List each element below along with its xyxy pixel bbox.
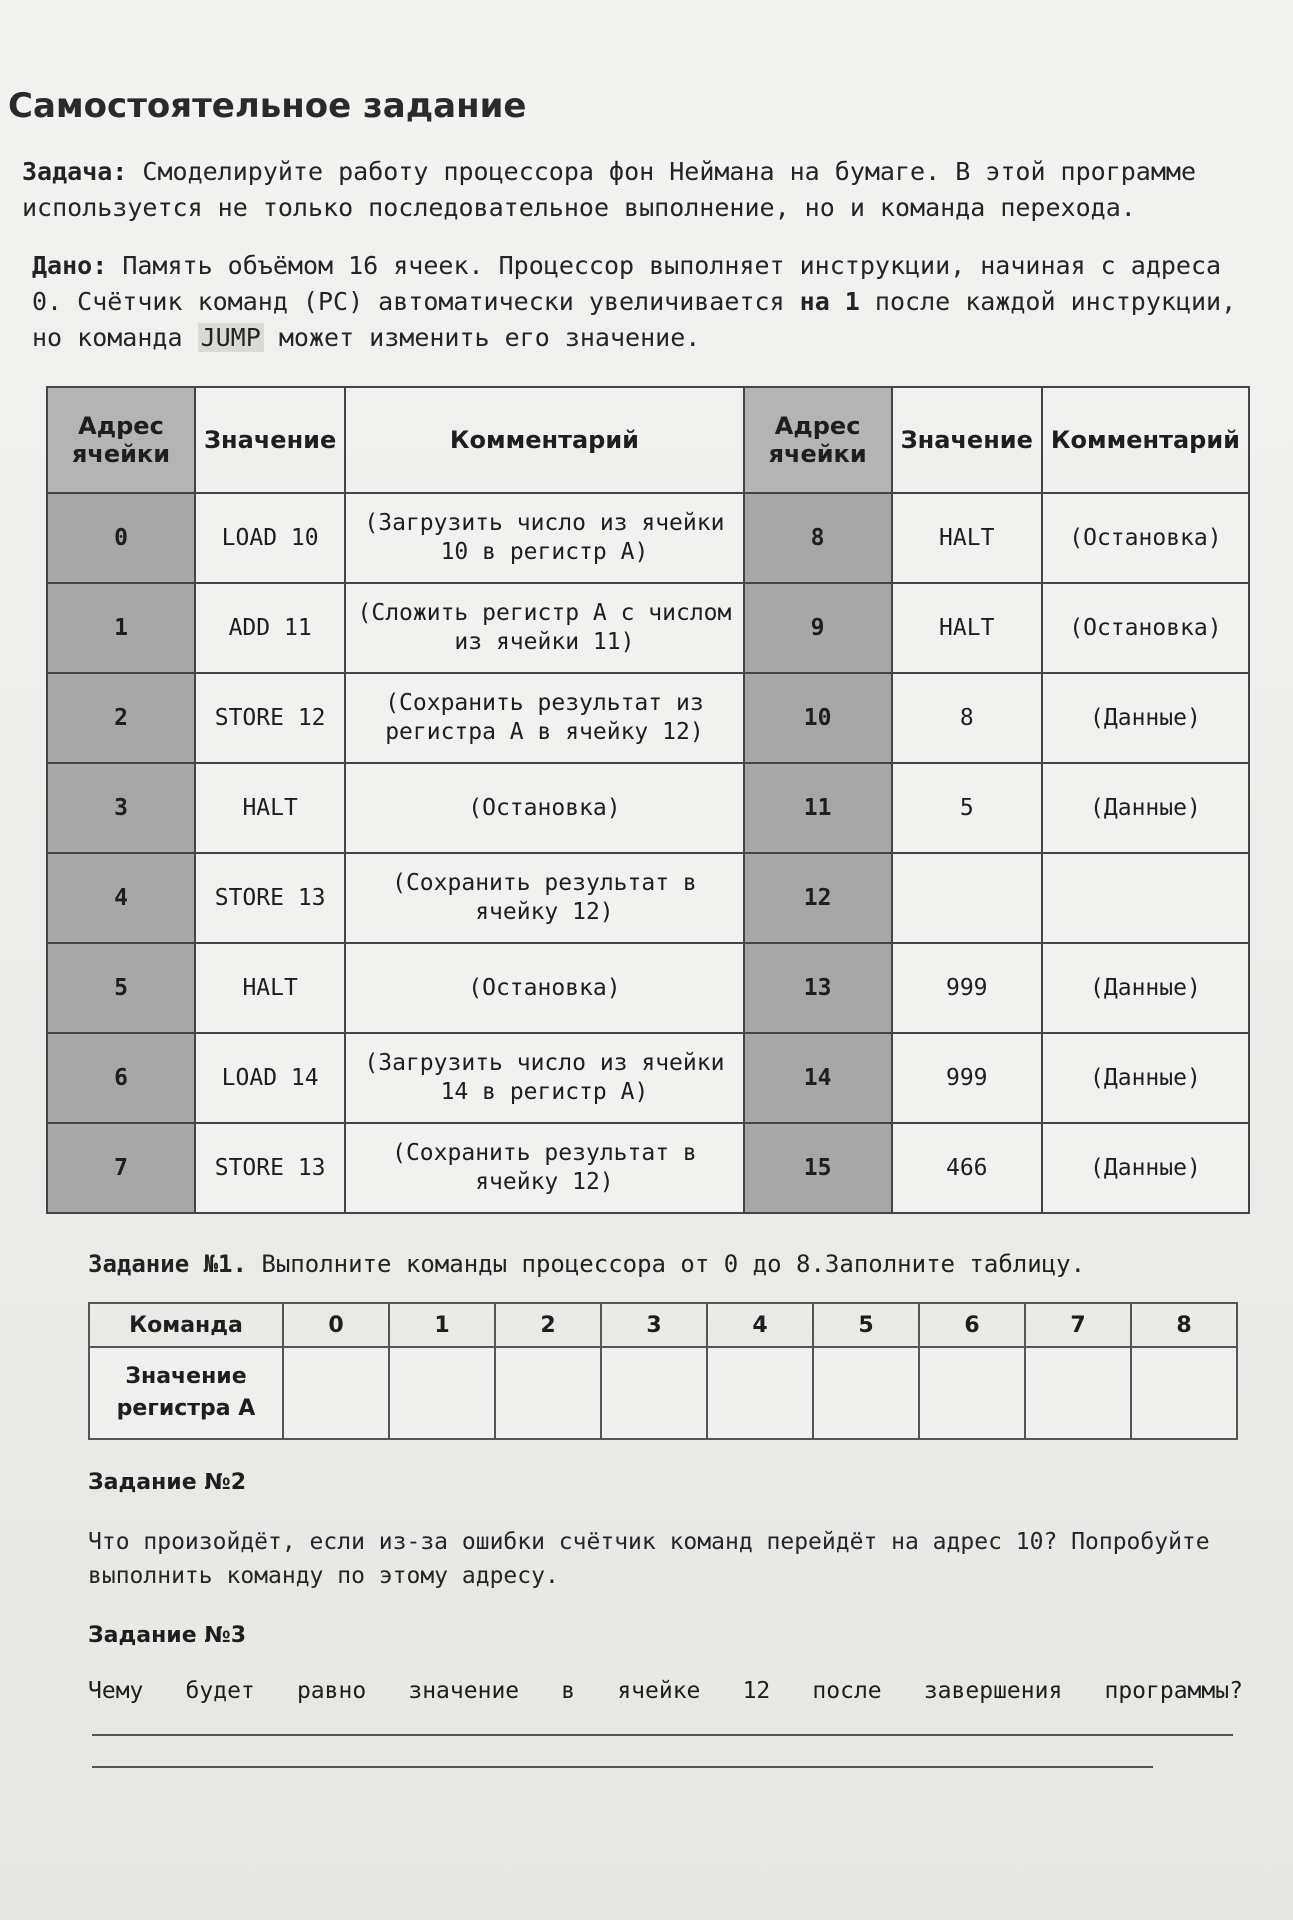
task3-word: в xyxy=(561,1678,576,1704)
task2-label: Задание №2 xyxy=(88,1470,247,1495)
cell-comment: (Данные) xyxy=(1042,943,1249,1033)
task3-text xyxy=(88,1678,1243,1704)
given-label: Дано: xyxy=(32,251,108,280)
answer-column-header: 3 xyxy=(601,1303,707,1347)
answer-cell[interactable] xyxy=(389,1347,495,1439)
register-answer-table xyxy=(88,1302,1238,1440)
task3-word: Чему xyxy=(88,1678,144,1704)
cell-value: HALT xyxy=(892,493,1042,583)
answer-column-header: 5 xyxy=(813,1303,919,1347)
cell-address: 11 xyxy=(744,763,892,853)
header-address-1: Адрес ячейки xyxy=(47,387,195,493)
memory-row xyxy=(47,1123,1249,1213)
task1-text: Выполните команды процессора от 0 до 8.Заполните таблицу. xyxy=(261,1250,1086,1278)
answer-cell[interactable] xyxy=(601,1347,707,1439)
header-value-1: Значение xyxy=(195,387,345,493)
cell-address: 14 xyxy=(744,1033,892,1123)
answer-line[interactable] xyxy=(92,1766,1153,1768)
answer-row-label: Значение регистра A xyxy=(89,1347,283,1439)
task1-label: Задание №1. xyxy=(88,1250,247,1278)
answer-column-header: 1 xyxy=(389,1303,495,1347)
cell-comment: (Сохранить результат в ячейку 12) xyxy=(345,853,743,943)
answer-column-header: 8 xyxy=(1131,1303,1237,1347)
header-comment-2: Комментарий xyxy=(1042,387,1249,493)
cell-address: 12 xyxy=(744,853,892,943)
answer-header-label: Команда xyxy=(89,1303,283,1347)
answer-line[interactable] xyxy=(92,1734,1233,1736)
task3-word: программы? xyxy=(1104,1678,1243,1704)
memory-row xyxy=(47,493,1249,583)
cell-value: STORE 12 xyxy=(195,673,345,763)
cell-value xyxy=(892,853,1042,943)
cell-address: 9 xyxy=(744,583,892,673)
task3-word: 12 xyxy=(742,1678,771,1704)
cell-address: 8 xyxy=(744,493,892,583)
cell-comment: (Остановка) xyxy=(1042,493,1249,583)
task1-title xyxy=(88,1250,1273,1278)
cell-address: 13 xyxy=(744,943,892,1033)
answer-cell[interactable] xyxy=(919,1347,1025,1439)
cell-value: HALT xyxy=(195,763,345,853)
cell-comment: (Сохранить результат в ячейку 12) xyxy=(345,1123,743,1213)
task3-label: Задание №3 xyxy=(88,1623,247,1648)
answer-cell[interactable] xyxy=(707,1347,813,1439)
cell-value: STORE 13 xyxy=(195,1123,345,1213)
task3-word: после xyxy=(812,1678,882,1704)
task3-word: ячейке xyxy=(617,1678,701,1704)
given-bold-part: на 1 xyxy=(799,287,860,316)
cell-comment: (Загрузить число из ячейки 14 в регистр A) xyxy=(345,1033,743,1123)
task3-word: значение xyxy=(408,1678,520,1704)
cell-comment: (Остановка) xyxy=(1042,583,1249,673)
answer-column-header: 4 xyxy=(707,1303,813,1347)
cell-address: 7 xyxy=(47,1123,195,1213)
cell-value: ADD 11 xyxy=(195,583,345,673)
task3-word: завершения xyxy=(923,1678,1063,1704)
answer-table-header xyxy=(89,1303,1237,1347)
cell-address: 4 xyxy=(47,853,195,943)
cell-comment: (Загрузить число из ячейки 10 в регистр A) xyxy=(345,493,743,583)
cell-comment xyxy=(1042,853,1249,943)
task-text: Смоделируйте работу процессора фон Неймана на бумаге. В этой программе используется не только последовательное выполнение, но и команда перехода. xyxy=(22,157,1197,222)
header-comment-1: Комментарий xyxy=(345,387,743,493)
cell-value: HALT xyxy=(892,583,1042,673)
cell-value: LOAD 10 xyxy=(195,493,345,583)
cell-value: 999 xyxy=(892,1033,1042,1123)
answer-cell[interactable] xyxy=(495,1347,601,1439)
task3-word: будет xyxy=(185,1678,255,1704)
memory-row xyxy=(47,673,1249,763)
answer-column-header: 0 xyxy=(283,1303,389,1347)
cell-comment: (Данные) xyxy=(1042,1033,1249,1123)
task3-word: равно xyxy=(296,1678,367,1704)
cell-address: 5 xyxy=(47,943,195,1033)
answer-column-header: 2 xyxy=(495,1303,601,1347)
cell-value: 999 xyxy=(892,943,1042,1033)
given-text-2: после каждой инструкции, но команда xyxy=(32,287,1237,352)
memory-row xyxy=(47,1033,1249,1123)
memory-table xyxy=(46,386,1250,1214)
jump-code: JUMP xyxy=(198,323,264,352)
cell-value: STORE 13 xyxy=(195,853,345,943)
answer-column-header: 6 xyxy=(919,1303,1025,1347)
cell-comment: (Данные) xyxy=(1042,673,1249,763)
header-value-2: Значение xyxy=(892,387,1042,493)
cell-comment: (Сложить регистр A с числом из ячейки 11) xyxy=(345,583,743,673)
cell-address: 1 xyxy=(47,583,195,673)
given-text-3: может изменить его значение. xyxy=(278,323,701,352)
memory-table-header xyxy=(47,387,1249,493)
cell-address: 10 xyxy=(744,673,892,763)
answer-cell[interactable] xyxy=(283,1347,389,1439)
answer-table-row xyxy=(89,1347,1237,1439)
task-description xyxy=(22,154,1259,226)
cell-comment: (Данные) xyxy=(1042,763,1249,853)
cell-comment: (Остановка) xyxy=(345,943,743,1033)
cell-address: 6 xyxy=(47,1033,195,1123)
cell-value: 8 xyxy=(892,673,1042,763)
memory-row xyxy=(47,853,1249,943)
cell-address: 3 xyxy=(47,763,195,853)
memory-row xyxy=(47,943,1249,1033)
cell-value: HALT xyxy=(195,943,345,1033)
cell-value: LOAD 14 xyxy=(195,1033,345,1123)
given-text-1: Память объёмом 16 ячеек. Процессор выполняет инструкции, начиная с адреса 0. Счётчик команд (PC) автоматически увеличивается xyxy=(32,251,1222,316)
page-title: Самостоятельное задание xyxy=(8,86,527,126)
task2-text: Что произойдёт, если из-за ошибки счётчик команд перейдёт на адрес 10? Попробуйте выполнить команду по этому адресу. xyxy=(88,1529,1210,1589)
cell-comment: (Сохранить результат из регистра A в ячейку 12) xyxy=(345,673,743,763)
task-label: Задача: xyxy=(22,157,128,186)
answer-cell[interactable] xyxy=(1025,1347,1131,1439)
given-description xyxy=(32,248,1259,356)
cell-address: 0 xyxy=(47,493,195,583)
memory-row xyxy=(47,583,1249,673)
answer-cell[interactable] xyxy=(1131,1347,1237,1439)
cell-value: 466 xyxy=(892,1123,1042,1213)
cell-value: 5 xyxy=(892,763,1042,853)
cell-address: 2 xyxy=(47,673,195,763)
memory-row xyxy=(47,763,1249,853)
header-address-2: Адрес ячейки xyxy=(744,387,892,493)
cell-comment: (Данные) xyxy=(1042,1123,1249,1213)
answer-column-header: 7 xyxy=(1025,1303,1131,1347)
answer-cell[interactable] xyxy=(813,1347,919,1439)
cell-address: 15 xyxy=(744,1123,892,1213)
cell-comment: (Остановка) xyxy=(345,763,743,853)
